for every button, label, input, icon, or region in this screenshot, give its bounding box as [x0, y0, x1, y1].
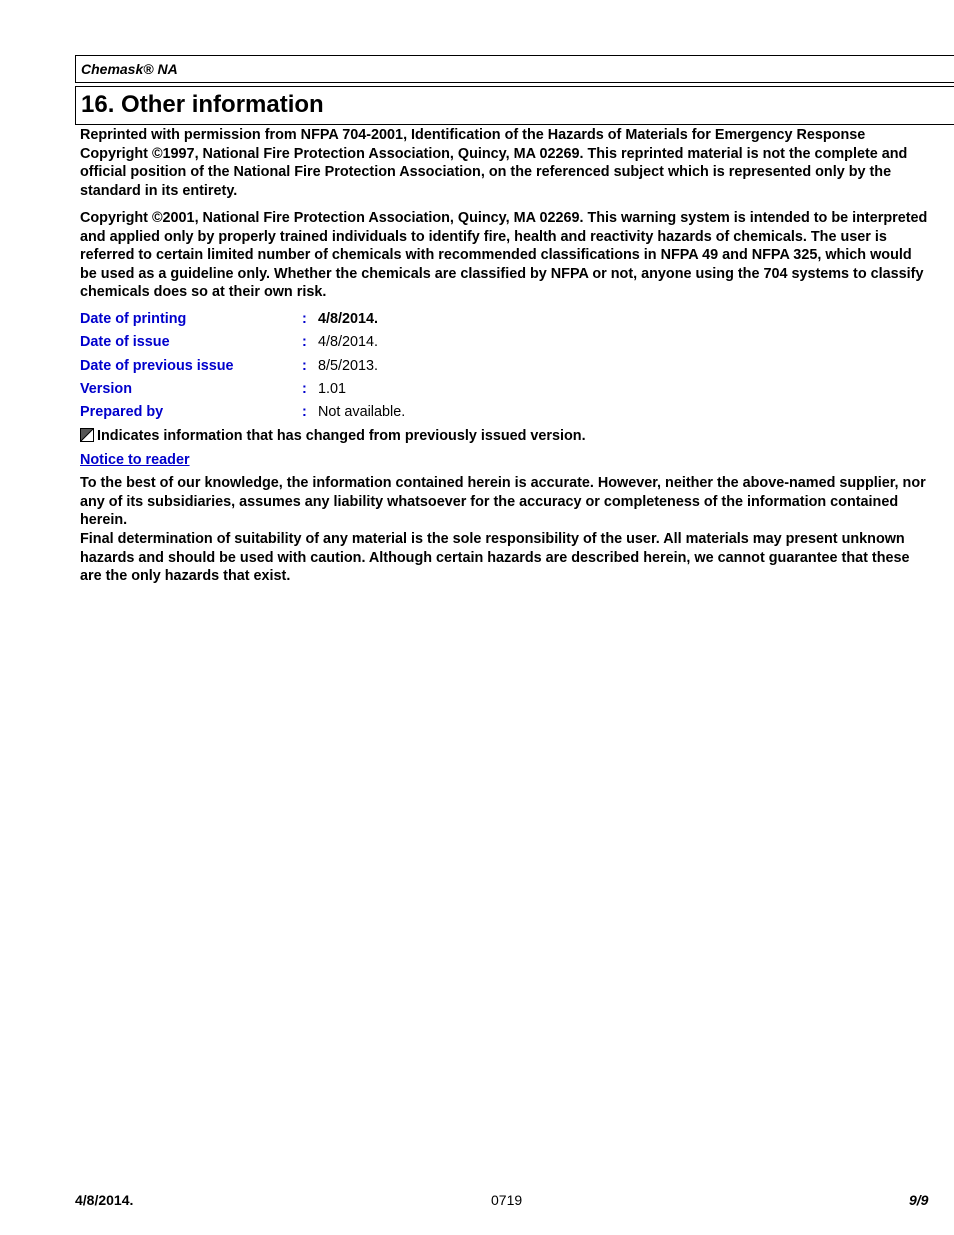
info-label: Prepared by [80, 404, 164, 420]
reprint-paragraph: Reprinted with permission from NFPA 704-2001, Identification of the Hazards of Materials for Emergency Response Copyright ©1997, National Fire Protection Association, Quincy, MA 02269. This reprinted material is not the complete and official position of the National Fire Protection Association, on the referenced subject which is represented only by the standard in its entirety. [80, 127, 908, 199]
info-label: Date of printing [80, 311, 187, 327]
changed-note-text: Indicates information that has changed from previously issued version. [97, 428, 586, 444]
info-row-date-of-issue [80, 334, 680, 354]
footer-code: 0719 [491, 1192, 523, 1208]
footer-page-number: 9/9 [909, 1192, 929, 1208]
info-value: 8/5/2013. [318, 358, 379, 374]
notice-to-reader-link[interactable]: Notice to reader [80, 452, 190, 468]
section-title: 16. Other information [81, 91, 324, 118]
disclaimer-paragraph: To the best of our knowledge, the information contained herein is accurate. However, neither the above-named supplier, nor any of its subsidiaries, assumes any liability whatsoever for the accuracy or completeness of the information contained herein. [80, 475, 926, 528]
info-row-prepared-by [80, 404, 680, 424]
info-label: Date of issue [80, 334, 170, 350]
info-value: 1.01 [318, 381, 347, 397]
info-value: 4/8/2014. [318, 311, 379, 327]
info-row-date-of-printing [80, 311, 680, 331]
info-row-version [80, 381, 680, 401]
info-colon: : [302, 358, 307, 374]
info-row-date-of-previous-issue [80, 358, 680, 378]
section-header-bar [75, 86, 954, 125]
copyright-paragraph: Copyright ©2001, National Fire Protection Association, Quincy, MA 02269. This warning system is intended to be interpreted and applied only by properly trained individuals to identify fire, health and reactivity hazards of chemicals. The user is referred to certain limited number of chemicals with recommended classifications in NFPA 49 and NFPA 325, which would be used as a guideline only. Whether the chemicals are classified by NFPA or not, anyone using the 704 systems to classify chemicals does so at their own risk. [80, 210, 928, 300]
info-value: 4/8/2014. [318, 334, 379, 350]
info-colon: : [302, 381, 307, 397]
responsibility-paragraph: Final determination of suitability of any material is the sole responsibility of the user. All materials may present unknown hazards and should be used with caution. Although certain hazards are described herein, we cannot guarantee that these are the only hazards that exist. [80, 531, 910, 584]
product-name: Chemask® NA [81, 61, 178, 77]
product-header-bar [75, 55, 954, 83]
info-colon: : [302, 334, 307, 350]
footer-date: 4/8/2014. [75, 1192, 134, 1208]
info-label: Date of previous issue [80, 358, 234, 374]
info-colon: : [302, 311, 307, 327]
info-value: Not available. [318, 404, 406, 420]
changed-info-note [80, 428, 586, 444]
changed-marker-icon [80, 428, 94, 442]
info-label: Version [80, 381, 132, 397]
info-colon: : [302, 404, 307, 420]
